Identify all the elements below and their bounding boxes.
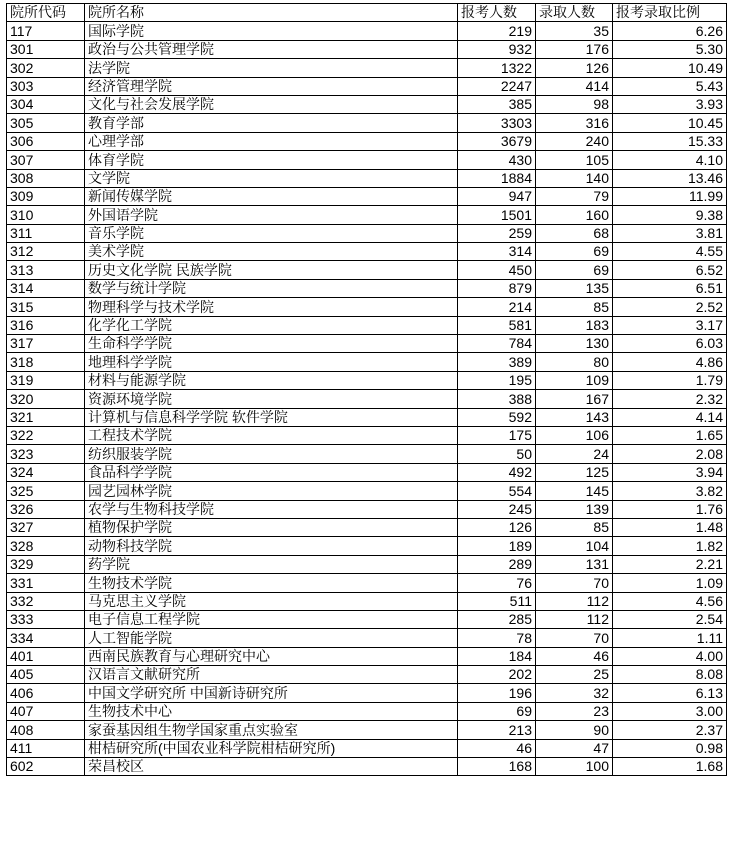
table-row [7, 40, 727, 58]
header-admitted: 录取人数 [536, 4, 613, 22]
cell-name: 汉语言文献研究所 [85, 666, 458, 684]
cell-code: 331 [7, 574, 85, 592]
cell-applied: 189 [458, 537, 536, 555]
cell-admitted: 414 [536, 77, 613, 95]
cell-name: 中国文学研究所 中国新诗研究所 [85, 684, 458, 702]
table-row [7, 114, 727, 132]
cell-code: 324 [7, 463, 85, 481]
cell-name: 政治与公共管理学院 [85, 40, 458, 58]
cell-admitted: 90 [536, 721, 613, 739]
cell-name: 新闻传媒学院 [85, 187, 458, 205]
cell-name: 计算机与信息科学学院 软件学院 [85, 408, 458, 426]
cell-admitted: 140 [536, 169, 613, 187]
cell-applied: 3679 [458, 132, 536, 150]
cell-admitted: 100 [536, 758, 613, 776]
cell-code: 302 [7, 59, 85, 77]
cell-admitted: 85 [536, 298, 613, 316]
cell-code: 317 [7, 335, 85, 353]
cell-name: 生物技术学院 [85, 574, 458, 592]
cell-name: 文化与社会发展学院 [85, 95, 458, 113]
cell-applied: 947 [458, 187, 536, 205]
table-row [7, 335, 727, 353]
cell-admitted: 139 [536, 500, 613, 518]
cell-code: 407 [7, 702, 85, 720]
cell-ratio: 4.00 [613, 647, 727, 665]
cell-ratio: 2.37 [613, 721, 727, 739]
cell-admitted: 70 [536, 629, 613, 647]
cell-admitted: 183 [536, 316, 613, 334]
cell-ratio: 15.33 [613, 132, 727, 150]
cell-applied: 388 [458, 390, 536, 408]
cell-applied: 78 [458, 629, 536, 647]
cell-code: 307 [7, 151, 85, 169]
cell-applied: 581 [458, 316, 536, 334]
table-row [7, 371, 727, 389]
cell-ratio: 3.94 [613, 463, 727, 481]
table-row [7, 390, 727, 408]
cell-name: 西南民族教育与心理研究中心 [85, 647, 458, 665]
cell-name: 化学化工学院 [85, 316, 458, 334]
table-row [7, 482, 727, 500]
cell-admitted: 46 [536, 647, 613, 665]
cell-name: 生物技术中心 [85, 702, 458, 720]
table-row [7, 574, 727, 592]
cell-applied: 932 [458, 40, 536, 58]
cell-ratio: 3.82 [613, 482, 727, 500]
cell-applied: 196 [458, 684, 536, 702]
cell-ratio: 6.26 [613, 22, 727, 40]
cell-ratio: 8.08 [613, 666, 727, 684]
cell-applied: 259 [458, 224, 536, 242]
admissions-table [6, 3, 727, 776]
cell-admitted: 112 [536, 610, 613, 628]
cell-code: 329 [7, 555, 85, 573]
cell-applied: 389 [458, 353, 536, 371]
cell-ratio: 10.45 [613, 114, 727, 132]
table-row [7, 647, 727, 665]
table-row [7, 77, 727, 95]
cell-applied: 2247 [458, 77, 536, 95]
header-ratio: 报考录取比例 [613, 4, 727, 22]
table-row [7, 22, 727, 40]
cell-code: 408 [7, 721, 85, 739]
cell-code: 305 [7, 114, 85, 132]
cell-applied: 314 [458, 243, 536, 261]
table-row [7, 555, 727, 573]
cell-ratio: 4.10 [613, 151, 727, 169]
table-row [7, 132, 727, 150]
cell-ratio: 4.86 [613, 353, 727, 371]
cell-ratio: 2.08 [613, 445, 727, 463]
cell-code: 328 [7, 537, 85, 555]
cell-ratio: 9.38 [613, 206, 727, 224]
cell-name: 动物科技学院 [85, 537, 458, 555]
cell-admitted: 130 [536, 335, 613, 353]
cell-ratio: 2.54 [613, 610, 727, 628]
cell-applied: 1501 [458, 206, 536, 224]
header-name: 院所名称 [85, 4, 458, 22]
cell-applied: 1884 [458, 169, 536, 187]
cell-name: 美术学院 [85, 243, 458, 261]
cell-name: 马克思主义学院 [85, 592, 458, 610]
cell-applied: 168 [458, 758, 536, 776]
cell-name: 外国语学院 [85, 206, 458, 224]
cell-code: 304 [7, 95, 85, 113]
cell-admitted: 145 [536, 482, 613, 500]
cell-admitted: 104 [536, 537, 613, 555]
table-row [7, 537, 727, 555]
cell-admitted: 69 [536, 261, 613, 279]
cell-code: 405 [7, 666, 85, 684]
cell-ratio: 1.65 [613, 426, 727, 444]
cell-admitted: 176 [536, 40, 613, 58]
table-row [7, 353, 727, 371]
cell-admitted: 316 [536, 114, 613, 132]
cell-ratio: 3.93 [613, 95, 727, 113]
cell-name: 园艺园林学院 [85, 482, 458, 500]
cell-code: 117 [7, 22, 85, 40]
cell-ratio: 6.51 [613, 279, 727, 297]
cell-code: 313 [7, 261, 85, 279]
table-row [7, 95, 727, 113]
cell-admitted: 131 [536, 555, 613, 573]
cell-applied: 76 [458, 574, 536, 592]
cell-applied: 784 [458, 335, 536, 353]
cell-code: 301 [7, 40, 85, 58]
cell-code: 411 [7, 739, 85, 757]
cell-name: 经济管理学院 [85, 77, 458, 95]
cell-admitted: 126 [536, 59, 613, 77]
cell-applied: 554 [458, 482, 536, 500]
cell-code: 323 [7, 445, 85, 463]
cell-code: 306 [7, 132, 85, 150]
cell-code: 327 [7, 518, 85, 536]
cell-ratio: 1.79 [613, 371, 727, 389]
table-row [7, 316, 727, 334]
cell-code: 333 [7, 610, 85, 628]
cell-code: 316 [7, 316, 85, 334]
cell-ratio: 3.17 [613, 316, 727, 334]
cell-code: 325 [7, 482, 85, 500]
cell-code: 311 [7, 224, 85, 242]
cell-ratio: 3.00 [613, 702, 727, 720]
header-code: 院所代码 [7, 4, 85, 22]
cell-ratio: 1.11 [613, 629, 727, 647]
table-row [7, 666, 727, 684]
cell-admitted: 125 [536, 463, 613, 481]
cell-code: 401 [7, 647, 85, 665]
cell-code: 602 [7, 758, 85, 776]
table-row [7, 463, 727, 481]
cell-ratio: 6.13 [613, 684, 727, 702]
cell-applied: 213 [458, 721, 536, 739]
cell-ratio: 1.82 [613, 537, 727, 555]
table-row [7, 721, 727, 739]
cell-admitted: 85 [536, 518, 613, 536]
cell-ratio: 3.81 [613, 224, 727, 242]
cell-name: 材料与能源学院 [85, 371, 458, 389]
cell-ratio: 6.52 [613, 261, 727, 279]
cell-name: 音乐学院 [85, 224, 458, 242]
cell-name: 荣昌校区 [85, 758, 458, 776]
table-row [7, 500, 727, 518]
cell-code: 303 [7, 77, 85, 95]
table-row [7, 151, 727, 169]
header-applied: 报考人数 [458, 4, 536, 22]
table-row [7, 610, 727, 628]
cell-ratio: 2.32 [613, 390, 727, 408]
cell-name: 药学院 [85, 555, 458, 573]
cell-applied: 195 [458, 371, 536, 389]
cell-name: 国际学院 [85, 22, 458, 40]
cell-applied: 69 [458, 702, 536, 720]
cell-code: 319 [7, 371, 85, 389]
cell-applied: 450 [458, 261, 536, 279]
cell-name: 家蚕基因组生物学国家重点实验室 [85, 721, 458, 739]
cell-admitted: 98 [536, 95, 613, 113]
table-row [7, 445, 727, 463]
cell-admitted: 106 [536, 426, 613, 444]
cell-name: 资源环境学院 [85, 390, 458, 408]
cell-code: 406 [7, 684, 85, 702]
cell-admitted: 80 [536, 353, 613, 371]
cell-ratio: 1.68 [613, 758, 727, 776]
cell-admitted: 23 [536, 702, 613, 720]
cell-applied: 184 [458, 647, 536, 665]
cell-admitted: 69 [536, 243, 613, 261]
cell-applied: 3303 [458, 114, 536, 132]
cell-applied: 879 [458, 279, 536, 297]
cell-ratio: 4.55 [613, 243, 727, 261]
table-row [7, 684, 727, 702]
cell-admitted: 35 [536, 22, 613, 40]
cell-applied: 385 [458, 95, 536, 113]
cell-applied: 214 [458, 298, 536, 316]
cell-admitted: 143 [536, 408, 613, 426]
cell-name: 农学与生物科技学院 [85, 500, 458, 518]
table-row [7, 408, 727, 426]
table-row [7, 426, 727, 444]
table-row [7, 739, 727, 757]
cell-admitted: 160 [536, 206, 613, 224]
cell-name: 人工智能学院 [85, 629, 458, 647]
cell-admitted: 240 [536, 132, 613, 150]
cell-code: 314 [7, 279, 85, 297]
cell-applied: 511 [458, 592, 536, 610]
table-body [7, 22, 727, 776]
cell-ratio: 5.30 [613, 40, 727, 58]
cell-admitted: 70 [536, 574, 613, 592]
cell-code: 332 [7, 592, 85, 610]
cell-code: 322 [7, 426, 85, 444]
cell-admitted: 24 [536, 445, 613, 463]
cell-ratio: 1.48 [613, 518, 727, 536]
cell-applied: 202 [458, 666, 536, 684]
cell-applied: 289 [458, 555, 536, 573]
cell-applied: 46 [458, 739, 536, 757]
cell-ratio: 5.43 [613, 77, 727, 95]
cell-name: 历史文化学院 民族学院 [85, 261, 458, 279]
table-row [7, 279, 727, 297]
cell-applied: 50 [458, 445, 536, 463]
cell-admitted: 112 [536, 592, 613, 610]
table-row [7, 206, 727, 224]
cell-name: 电子信息工程学院 [85, 610, 458, 628]
cell-name: 数学与统计学院 [85, 279, 458, 297]
cell-applied: 245 [458, 500, 536, 518]
cell-name: 食品科学学院 [85, 463, 458, 481]
cell-name: 文学院 [85, 169, 458, 187]
cell-code: 312 [7, 243, 85, 261]
cell-admitted: 79 [536, 187, 613, 205]
cell-code: 308 [7, 169, 85, 187]
table-row [7, 187, 727, 205]
cell-code: 321 [7, 408, 85, 426]
cell-name: 心理学部 [85, 132, 458, 150]
cell-ratio: 2.21 [613, 555, 727, 573]
cell-admitted: 135 [536, 279, 613, 297]
cell-applied: 592 [458, 408, 536, 426]
table-row [7, 224, 727, 242]
cell-admitted: 25 [536, 666, 613, 684]
table-header-row [7, 4, 727, 22]
cell-name: 物理科学与技术学院 [85, 298, 458, 316]
cell-admitted: 32 [536, 684, 613, 702]
cell-code: 334 [7, 629, 85, 647]
cell-admitted: 109 [536, 371, 613, 389]
cell-ratio: 4.56 [613, 592, 727, 610]
cell-ratio: 11.99 [613, 187, 727, 205]
cell-applied: 285 [458, 610, 536, 628]
cell-code: 318 [7, 353, 85, 371]
cell-admitted: 105 [536, 151, 613, 169]
cell-name: 教育学部 [85, 114, 458, 132]
cell-ratio: 1.76 [613, 500, 727, 518]
cell-name: 体育学院 [85, 151, 458, 169]
table-row [7, 629, 727, 647]
table-row [7, 592, 727, 610]
cell-admitted: 68 [536, 224, 613, 242]
cell-code: 326 [7, 500, 85, 518]
cell-name: 柑桔研究所(中国农业科学院柑桔研究所) [85, 739, 458, 757]
cell-code: 320 [7, 390, 85, 408]
table-row [7, 702, 727, 720]
cell-admitted: 47 [536, 739, 613, 757]
cell-name: 工程技术学院 [85, 426, 458, 444]
cell-name: 法学院 [85, 59, 458, 77]
cell-name: 纺织服装学院 [85, 445, 458, 463]
table-row [7, 298, 727, 316]
cell-applied: 430 [458, 151, 536, 169]
cell-code: 310 [7, 206, 85, 224]
cell-ratio: 10.49 [613, 59, 727, 77]
table-row [7, 59, 727, 77]
cell-applied: 126 [458, 518, 536, 536]
cell-code: 309 [7, 187, 85, 205]
cell-ratio: 2.52 [613, 298, 727, 316]
cell-ratio: 13.46 [613, 169, 727, 187]
table-row [7, 261, 727, 279]
cell-applied: 219 [458, 22, 536, 40]
cell-admitted: 167 [536, 390, 613, 408]
cell-name: 生命科学学院 [85, 335, 458, 353]
table-row [7, 169, 727, 187]
table-row [7, 243, 727, 261]
cell-ratio: 4.14 [613, 408, 727, 426]
cell-applied: 492 [458, 463, 536, 481]
cell-name: 地理科学学院 [85, 353, 458, 371]
cell-applied: 1322 [458, 59, 536, 77]
table-row [7, 518, 727, 536]
cell-applied: 175 [458, 426, 536, 444]
cell-ratio: 1.09 [613, 574, 727, 592]
cell-ratio: 0.98 [613, 739, 727, 757]
table-row [7, 758, 727, 776]
cell-code: 315 [7, 298, 85, 316]
cell-name: 植物保护学院 [85, 518, 458, 536]
cell-ratio: 6.03 [613, 335, 727, 353]
